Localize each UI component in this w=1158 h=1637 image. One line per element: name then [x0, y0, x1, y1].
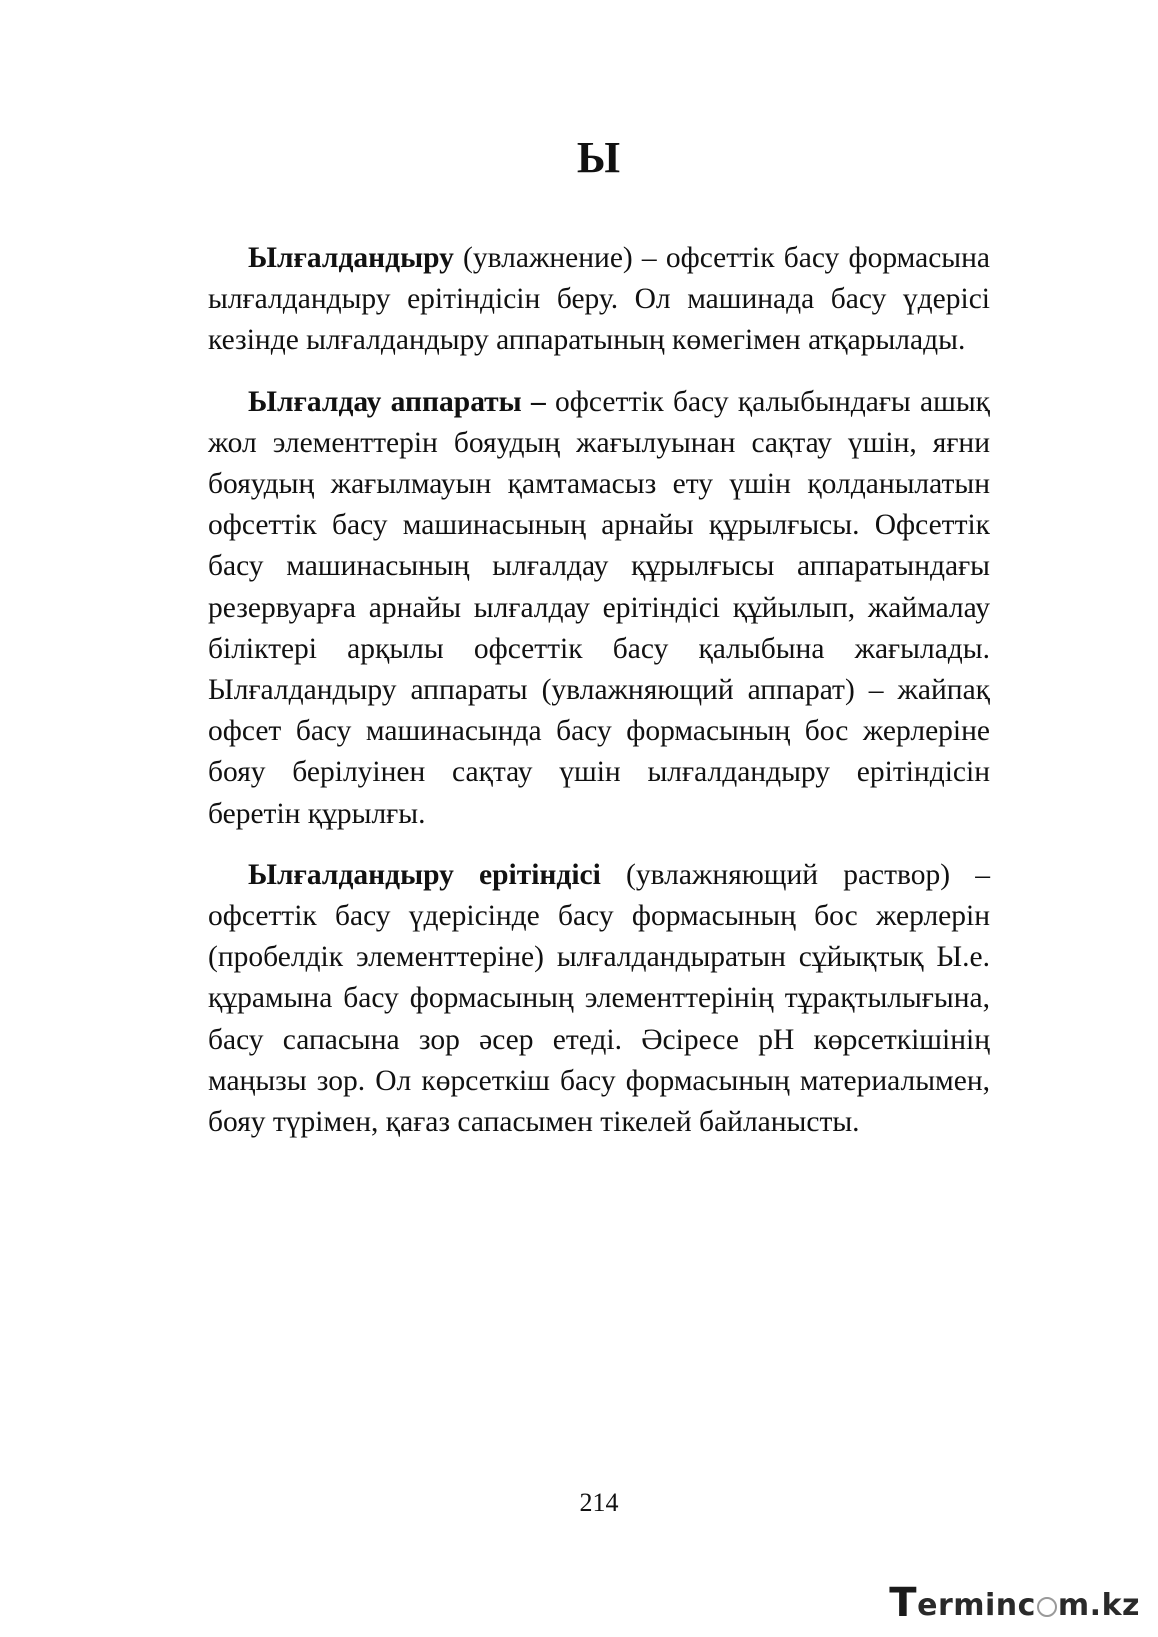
- entry-definition: офсеттік басу қалыбындағы ашық жол элементтерін бояудың жағылуынан сақтау үшін, яғни бояудың жағылмауын қамтамасыз ету үшін қолданылатын офсеттік басу машинасының арнайы құрылғысы. Офсеттік басу машинасының ылғалдау құрылғысы аппаратындағы резервуарға арнайы ылғалдау ерітіндісі құйылып, жаймалау біліктері арқылы офсеттік басу қалыбына жағылады. Ылғалдандыру аппараты (увлажняющий аппарат) – жайпақ офсет басу машинасында басу формасының бос жерлеріне бояу берілуінен сақтау үшін ылғалдандыру ерітіндісін беретін құрылғы.: [208, 385, 991, 830]
- dictionary-entry: [208, 855, 990, 1143]
- watermark-part: erminc: [917, 1588, 1036, 1623]
- termincom-watermark: [889, 1580, 1140, 1626]
- dictionary-entry: [208, 238, 990, 362]
- watermark-part: m.kz: [1057, 1588, 1140, 1623]
- page-number: 214: [579, 1488, 619, 1517]
- dictionary-entries: [208, 238, 990, 1163]
- entry-term: Ылғалдандыру: [248, 242, 454, 274]
- entry-term: Ылғалдау аппараты –: [248, 385, 546, 418]
- dictionary-entry: [208, 382, 990, 835]
- section-letter-heading: Ы: [576, 133, 622, 182]
- watermark-t: T: [889, 1580, 918, 1626]
- search-icon: [1037, 1597, 1057, 1617]
- watermark-text: [917, 1588, 1140, 1623]
- entry-term: Ылғалдандыру ерітіндісі: [248, 858, 601, 891]
- entry-definition: (увлажнение) – офсеттік басу формасына ылғалдандыру ерітіндісін беру. Ол машинада басу үдерісі кезінде ылғалдандыру аппаратының көмегімен атқарылады.: [208, 242, 990, 357]
- entry-definition: (увлажняющий раствор) – офсеттік басу үдерісінде басу формасының бос жерлерін (пробелдік элементтеріне) ылғалдандыратын сұйықтық Ы.е. құрамына басу формасының элементтерінің тұрақтылығына, басу сапасына зор әсер етеді. Әсіресе pH көрсеткішінің маңызы зор. Ол көрсеткіш басу формасының материалымен, бояу түрімен, қағаз сапасымен тікелей байланысты.: [208, 858, 991, 1139]
